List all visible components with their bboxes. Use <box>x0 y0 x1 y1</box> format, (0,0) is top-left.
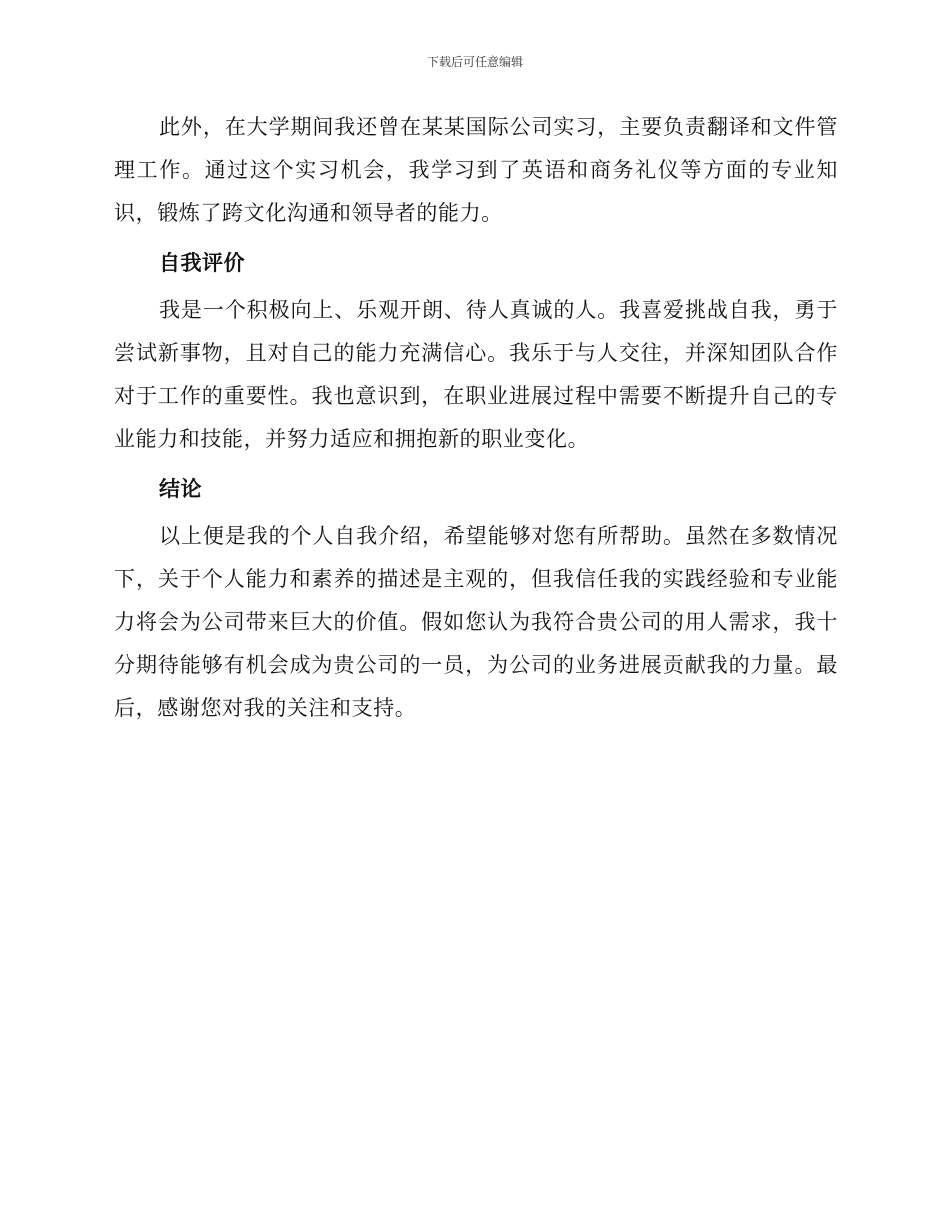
self-evaluation-paragraph: 我是一个积极向上、乐观开朗、待人真诚的人。我喜爱挑战自我，勇于尝试新事物，且对自己的能力充满信心。我乐于与人交往，并深知团队合作对于工作的重要性。我也意识到，在职业进展过程中需要不断提升自己的专业能力和技能，并努力适应和拥抱新的职业变化。 <box>114 298 838 451</box>
conclusion-heading: 结论 <box>159 477 202 501</box>
page-header-note: 下载后可任意编辑 <box>426 55 523 69</box>
document-body <box>114 106 838 730</box>
conclusion-paragraph: 以上便是我的个人自我介绍，希望能够对您有所帮助。虽然在多数情况下，关于个人能力和素养的描述是主观的，但我信任我的实践经验和专业能力将会为公司带来巨大的价值。假如您认为我符合贵公司的用人需求，我十分期待能够有机会成为贵公司的一员，为公司的业务进展贡献我的力量。最后，感谢您对我的关注和支持。 <box>114 524 838 720</box>
intro-paragraph: 此外，在大学期间我还曾在某某国际公司实习，主要负责翻译和文件管理工作。通过这个实习机会，我学习到了英语和商务礼仪等方面的专业知识，锻炼了跨文化沟通和领导者的能力。 <box>114 115 838 225</box>
self-evaluation-heading: 自我评价 <box>159 251 245 275</box>
